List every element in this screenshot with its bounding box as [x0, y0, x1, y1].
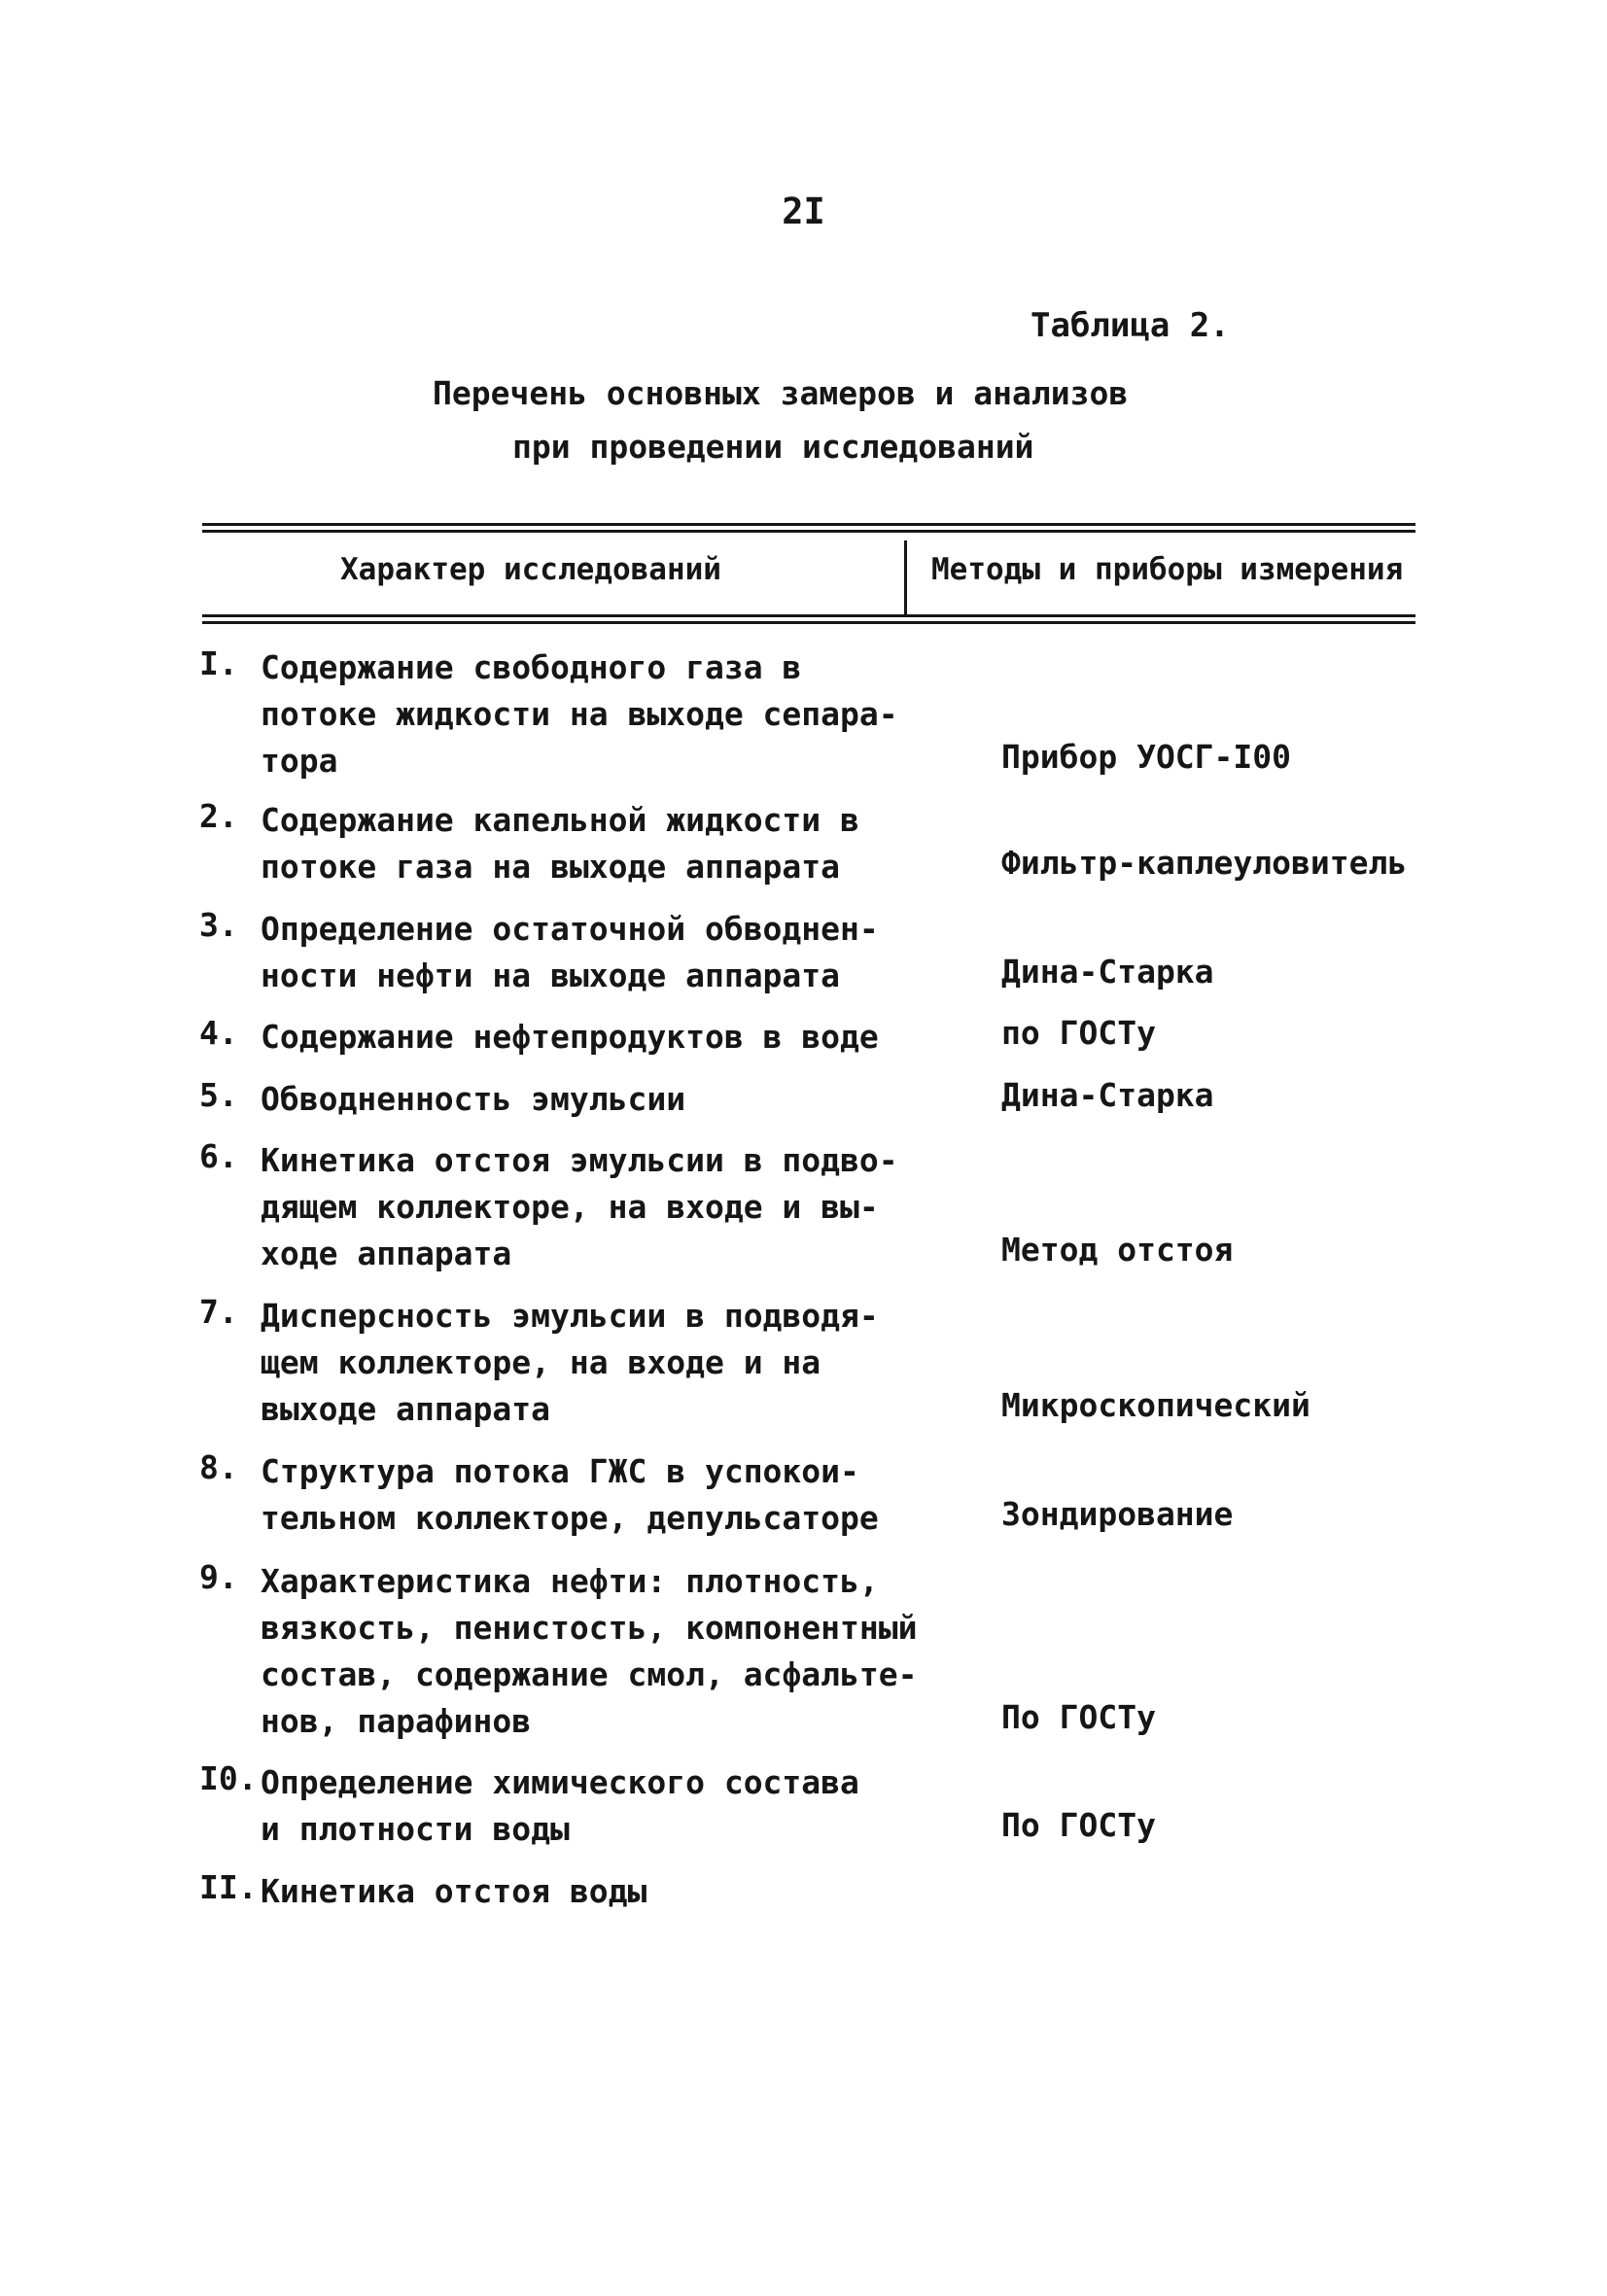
row-method: Дина-Старка [1001, 953, 1214, 991]
table-label: Таблица 2. [1031, 306, 1230, 345]
row-method: Метод отстоя [1001, 1231, 1234, 1269]
row-number: I. [199, 644, 238, 682]
row-description: Кинетика отстоя воды [261, 1872, 647, 1910]
row-number: 8. [199, 1448, 238, 1486]
header-research: Характер исследований [340, 552, 721, 587]
header-methods: Методы и приборы измерения [931, 552, 1404, 587]
header-column-separator [904, 540, 907, 614]
row-description: Содержание нефтепродуктов в воде [261, 1018, 879, 1056]
row-method: Фильтр-каплеуловитель [1001, 844, 1408, 882]
row-description: Определение остаточной обводнен- ности нефти на выходе аппарата [261, 910, 879, 994]
row-description: Обводненность эмульсии [261, 1080, 686, 1118]
row-number: 5. [199, 1076, 238, 1114]
row-number: 9. [199, 1558, 238, 1596]
row-number: 2. [199, 797, 238, 835]
row-method: По ГОСТу [1001, 1806, 1156, 1844]
row-number: 7. [199, 1293, 238, 1331]
row-number: I0. [199, 1759, 258, 1797]
row-number: II. [199, 1868, 258, 1906]
row-description: Определение химического состава и плотности воды [261, 1763, 859, 1848]
row-description: Содержание капельной жидкости в потоке газа на выходе аппарата [261, 801, 859, 886]
table-top-rule [202, 523, 1415, 526]
header-bottom-rule-double [202, 621, 1415, 624]
row-method: Дина-Старка [1001, 1076, 1214, 1114]
table-top-rule-double [202, 530, 1415, 533]
row-description: Характеристика нефти: плотность, вязкость, пенистость, компонентный состав, содержание смол, асфальте- нов, парафинов [261, 1562, 918, 1740]
row-number: 4. [199, 1014, 238, 1052]
row-method: Прибор УОСГ-I00 [1001, 738, 1292, 776]
row-method: Зондирование [1001, 1495, 1234, 1533]
row-method: по ГОСТу [1001, 1014, 1156, 1052]
row-number: 6. [199, 1137, 238, 1175]
table-title-line-1: Перечень основных замеров и анализов [433, 374, 1129, 412]
row-description: Содержание свободного газа в потоке жидкости на выходе сепара- тора [261, 648, 898, 780]
row-number: 3. [199, 906, 238, 944]
row-description: Дисперсность эмульсии в подводя- щем коллекторе, на входе и на выходе аппарата [261, 1297, 879, 1428]
row-description: Кинетика отстоя эмульсии в подво- дящем коллекторе, на входе и вы- ходе аппарата [261, 1141, 898, 1272]
row-description: Структура потока ГЖС в успокои- тельном коллекторе, депульсаторе [261, 1452, 879, 1537]
page-number: 2I [782, 191, 825, 232]
header-bottom-rule [202, 614, 1415, 617]
table-title-line-2: при проведении исследований [512, 428, 1034, 466]
row-method: Микроскопический [1001, 1386, 1310, 1424]
row-method: По ГОСТу [1001, 1698, 1156, 1736]
